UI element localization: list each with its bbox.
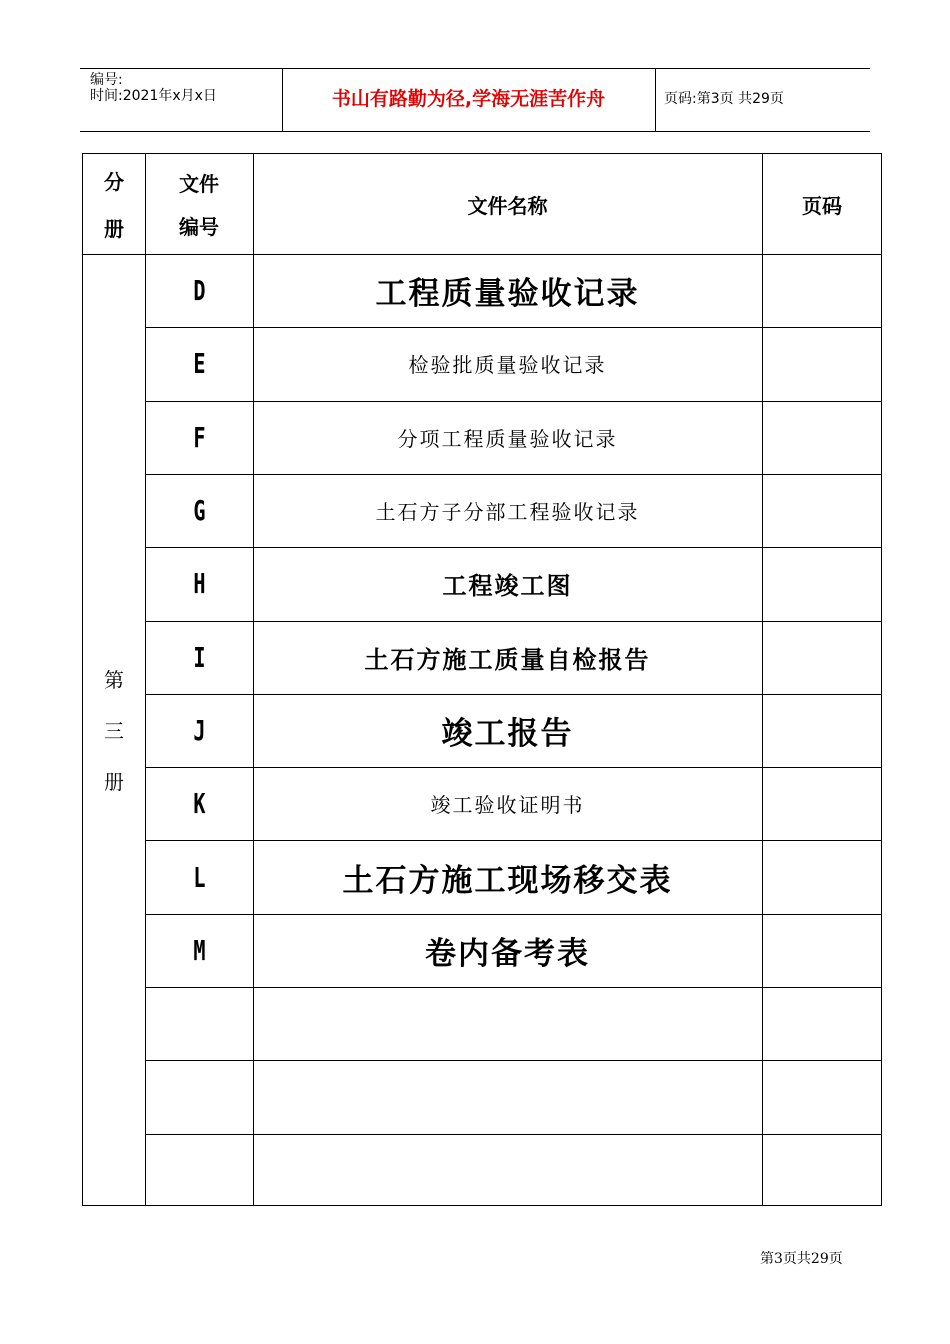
header-volume-char: 分 <box>104 170 124 194</box>
file-code: I <box>192 640 206 674</box>
header-left-cell <box>80 69 283 131</box>
page-number-cell <box>762 327 882 400</box>
page-number-cell <box>762 840 882 913</box>
file-name: 工程质量验收记录 <box>375 276 640 313</box>
file-code-cell <box>145 327 253 400</box>
file-code-cell <box>145 694 253 767</box>
file-name-cell <box>253 914 762 987</box>
header-motto: 书山有路勤为径,学海无涯苦作舟 <box>331 88 606 110</box>
header-file-number-line: 编号 <box>179 215 219 239</box>
file-name: 土石方施工质量自检报告 <box>364 645 651 674</box>
file-code-cell <box>145 914 253 987</box>
page-number-cell <box>762 1134 882 1207</box>
volume-cell <box>83 254 145 1205</box>
file-code-cell <box>145 547 253 620</box>
file-name: 竣工报告 <box>441 715 574 752</box>
file-name-cell <box>253 621 762 694</box>
file-code-cell <box>145 1060 253 1133</box>
page-header <box>80 68 870 132</box>
page-number-cell <box>762 474 882 547</box>
file-code-cell <box>145 1134 253 1207</box>
file-name-cell <box>253 1134 762 1207</box>
file-code-cell <box>145 987 253 1060</box>
file-name-cell <box>253 327 762 400</box>
header-right-cell <box>656 69 870 131</box>
header-page: 页码 <box>802 193 842 218</box>
file-code-cell <box>145 254 253 327</box>
page-number-cell <box>762 254 882 327</box>
page-number-cell <box>762 621 882 694</box>
document-number-label: 编号: <box>90 72 123 88</box>
page-number-cell <box>762 401 882 474</box>
file-name: 工程竣工图 <box>442 572 573 601</box>
file-name-cell <box>253 401 762 474</box>
file-code-cell <box>145 621 253 694</box>
page-number-cell <box>762 987 882 1060</box>
file-code-cell <box>145 401 253 474</box>
page-number-cell <box>762 694 882 767</box>
volume-char: 第 <box>104 668 124 692</box>
file-code: K <box>192 787 206 821</box>
document-time-label: 时间:2021年x月x日 <box>90 88 217 104</box>
file-name: 土石方施工现场移交表 <box>342 862 673 899</box>
page-footer: 第3页共29页 <box>760 1251 843 1267</box>
file-code: J <box>192 713 206 747</box>
file-code: H <box>192 567 206 601</box>
file-index-table <box>82 153 882 1206</box>
file-code: D <box>192 274 206 308</box>
file-name: 分项工程质量验收记录 <box>397 426 618 451</box>
file-name-cell <box>253 547 762 620</box>
file-code: E <box>192 347 206 381</box>
file-code-cell <box>145 474 253 547</box>
file-name-cell <box>253 254 762 327</box>
header-middle-cell <box>282 69 656 131</box>
header-file-number-line: 文件 <box>179 172 219 196</box>
file-code: G <box>192 494 206 528</box>
header-volume-char: 册 <box>104 217 124 241</box>
header-volume <box>83 154 145 254</box>
file-code: M <box>192 933 206 967</box>
file-name: 竣工验收证明书 <box>430 793 585 818</box>
file-name: 检验批质量验收记录 <box>408 353 607 378</box>
file-code: F <box>192 420 206 454</box>
file-name: 卷内备考表 <box>425 935 590 972</box>
header-file-name: 文件名称 <box>467 193 548 218</box>
file-code: L <box>192 860 206 894</box>
file-name-cell <box>253 987 762 1060</box>
file-name-cell <box>253 767 762 840</box>
file-name-cell <box>253 1060 762 1133</box>
page-number-cell <box>762 547 882 620</box>
file-name-cell <box>253 840 762 913</box>
page-number-cell <box>762 1060 882 1133</box>
volume-char: 三 <box>104 719 124 743</box>
page-number-cell <box>762 914 882 987</box>
header-file-number <box>145 154 253 254</box>
header-page-info: 页码:第3页 共29页 <box>664 91 784 107</box>
file-name: 土石方子分部工程验收记录 <box>375 500 640 525</box>
file-code-cell <box>145 840 253 913</box>
volume-char: 册 <box>104 770 124 794</box>
page-number-cell <box>762 767 882 840</box>
file-code-cell <box>145 767 253 840</box>
file-name-cell <box>253 694 762 767</box>
file-name-cell <box>253 474 762 547</box>
